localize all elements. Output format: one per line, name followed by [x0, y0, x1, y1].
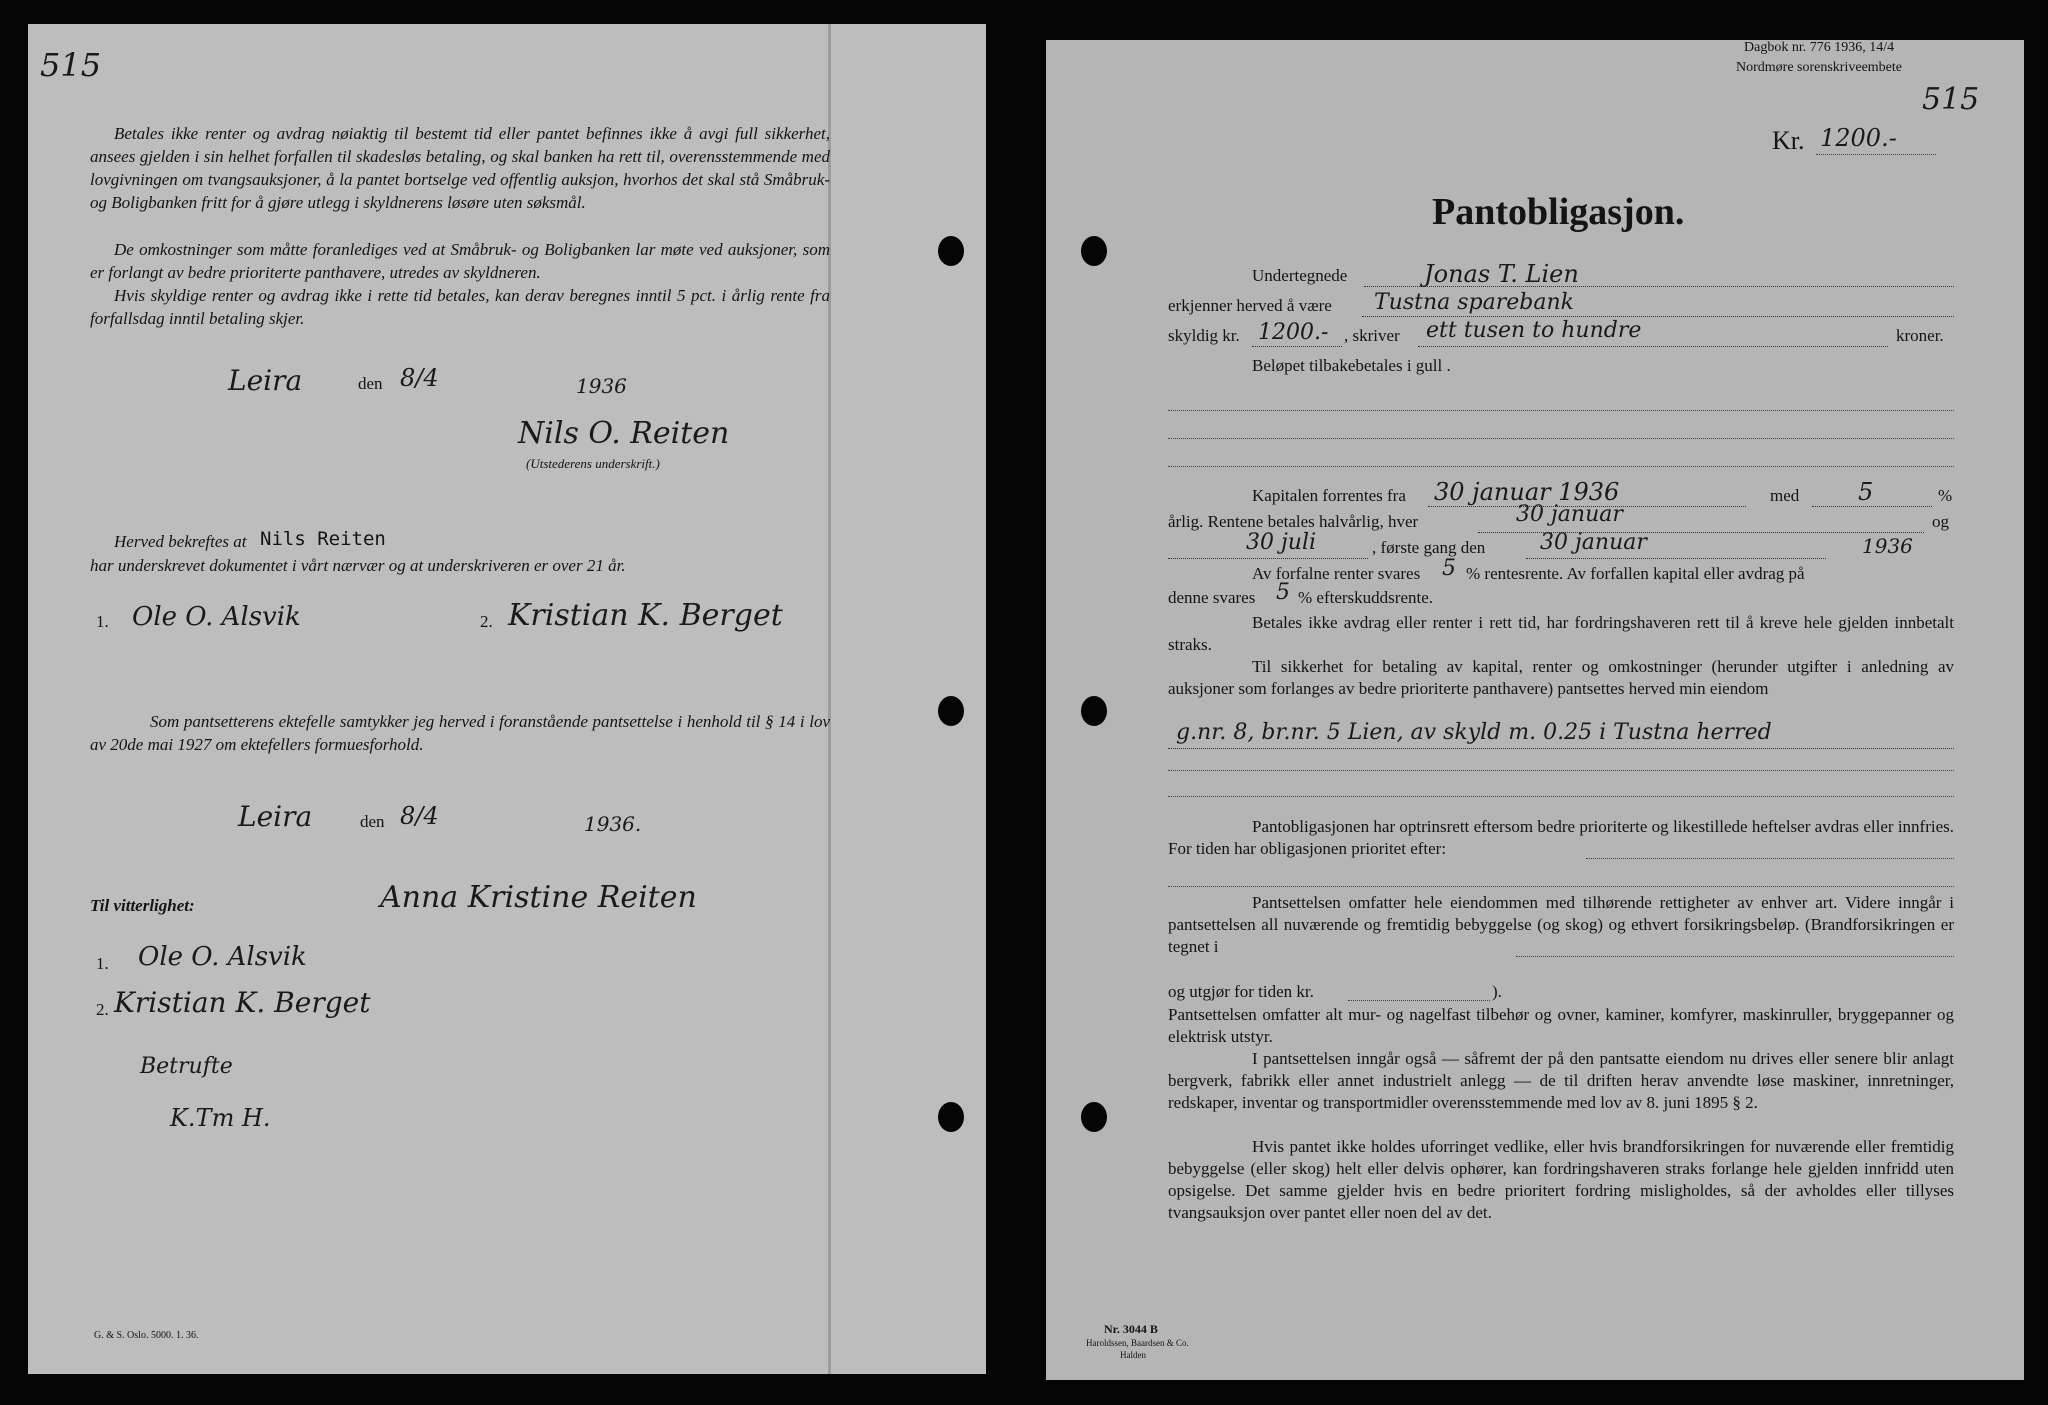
date-field-2: 8/4: [400, 802, 439, 830]
year-field-2: 1936.: [584, 812, 642, 836]
punch-hole: [938, 696, 964, 726]
blank-line: [1168, 410, 1954, 411]
vitterlighet-1-number: 1.: [96, 954, 109, 973]
erkjenner-value: Tustna sparebank: [1374, 290, 1574, 315]
place-field-2: Leira: [238, 800, 313, 833]
forfalne-text: Av forfalne renter svares: [1252, 564, 1421, 583]
witness-2-number: 2.: [480, 612, 493, 631]
utgjor-label: og utgjør for tiden kr.: [1168, 982, 1314, 1001]
forste-value: 30 januar: [1540, 530, 1647, 555]
forste-label: , første gang den: [1372, 538, 1486, 557]
paragraph-prioritet: Pantobligasjonen har optrinsrett eftersom bedre prioriterte og likestillede heftelser avdras eller innfries. For tiden har obligasjonen prioritet efter:: [1168, 817, 1954, 858]
denne-text-2: % efterskuddsrente.: [1298, 588, 1434, 607]
gull-line: Beløpet tilbakebetales i gull .: [1252, 356, 1451, 375]
property-value: g.nr. 8, br.nr. 5 Lien, av skyld m. 0.25 i Tustna herred: [1176, 720, 1772, 745]
attest-suffix: har underskrevet dokumentet i vårt nærvær og at underskriveren er over 21 år.: [90, 556, 626, 575]
vitterlighet-2-number: 2.: [96, 1000, 109, 1019]
skyldig-value: 1200.-: [1258, 320, 1329, 345]
arlig-label: årlig. Rentene betales halvårlig, hver: [1168, 512, 1419, 531]
form-number: Nr. 3044 B: [1104, 1322, 1158, 1336]
kroner-label: kroner.: [1896, 326, 1944, 345]
registry-stamp-line-1: Dagbok nr. 776 1936, 14/4: [1744, 40, 1895, 55]
forfalne-rate: 5: [1442, 556, 1456, 581]
attest-prefix: Herved bekreftes at: [114, 532, 247, 551]
paragraph-betales: Betales ikke avdrag eller renter i rett tid, har fordringshaveren rett til å kreve hele gjelden innbetalt straks.: [1168, 613, 1954, 654]
juli-value: 30 juli: [1246, 530, 1317, 555]
denne-text: denne svares: [1168, 588, 1256, 607]
blank-line: [1168, 770, 1954, 771]
prioritet-line: [1586, 858, 1954, 859]
paragraph-interest: Hvis skyldige renter og avdrag ikke i rette tid betales, kan derav beregnes inntil 5 pct. i årlig rente fra forfallsdag inntil betaling skjer.: [90, 286, 830, 328]
left-page: [28, 24, 986, 1374]
denne-rate: 5: [1276, 580, 1290, 605]
year-field: 1936: [576, 374, 627, 398]
blank-line: [1168, 466, 1954, 467]
den-label-2: den: [360, 812, 385, 831]
publisher-line-2: Halden: [1120, 1350, 1146, 1360]
witness-1-signature: Ole O. Alsvik: [132, 602, 301, 632]
arlig-value: 30 januar: [1516, 502, 1623, 527]
erkjenner-label: erkjenner herved å være: [1168, 296, 1332, 315]
spouse-consent: Som pantsetterens ektefelle samtykker jeg herved i foranstående pantsettelse i henhold til § 14 i lov av 20de mai 1927 om ektefellers formuesforhold.: [90, 712, 830, 754]
amount-label: Kr.: [1772, 126, 1805, 155]
med-label: med: [1770, 486, 1800, 505]
right-page: [1046, 40, 2024, 1380]
page-number: 515: [40, 46, 102, 84]
punch-hole: [1081, 1102, 1107, 1132]
blank-line: [1168, 438, 1954, 439]
paragraph-costs: De omkostninger som måtte foranlediges ved at Småbruk- og Boligbanken lar møte ved auksjoner, som er forlangt av bedre prioriterte panthavere, utredes av skyldneren.: [90, 240, 830, 282]
undertegnede-value: Jonas T. Lien: [1424, 260, 1579, 288]
fold-line: [828, 24, 831, 1374]
punch-hole: [1081, 696, 1107, 726]
punch-hole: [938, 1102, 964, 1132]
vitterlighet-2-signature: Kristian K. Berget: [114, 986, 371, 1019]
og-label: og: [1932, 512, 1949, 531]
skyldig-label: skyldig kr.: [1168, 326, 1240, 345]
utgjor-end: ).: [1492, 982, 1502, 1001]
vitterlighet-1-signature: Ole O. Alsvik: [138, 942, 307, 972]
registry-stamp-line-2: Nordmøre sorenskriveembete: [1736, 60, 1902, 75]
blank-line: [1168, 886, 1954, 887]
document-title: Pantobligasjon.: [1432, 191, 1685, 233]
skriver-value: ett tusen to hundre: [1426, 318, 1642, 343]
percent-sign: %: [1938, 486, 1953, 505]
kapitalen-label: Kapitalen forrentes fra: [1252, 486, 1406, 505]
note-betrufte: Betrufte: [140, 1054, 233, 1079]
publisher-line-1: Haroldssen, Baardsen & Co.: [1086, 1338, 1189, 1348]
skriver-label: , skriver: [1344, 326, 1400, 345]
punch-hole: [938, 236, 964, 266]
spouse-signature: Anna Kristine Reiten: [380, 880, 697, 915]
den-label: den: [358, 374, 383, 393]
issuer-caption: (Utstederens underskrift.): [526, 456, 660, 471]
forste-year: 1936: [1862, 534, 1913, 558]
forsikring-line: [1516, 956, 1954, 957]
date-field: 8/4: [400, 364, 439, 392]
paragraph-vedlike: Hvis pantet ikke holdes uforringet vedlike, eller hvis brandforsikringen for nuværende eller fremtidig bebyggelse (eller skog) helt eller delvis ophører, kan fordringshaveren straks forlange hele gjelden innfridd uten opsigelse. Det samme gjelder hvis en bedre prioritert fordring misligholdes, så der avholdes eller tillyses tvangsauksjon over pantet eller noen del av det.: [1168, 1137, 1954, 1222]
rate-value: 5: [1858, 478, 1874, 506]
punch-hole: [1081, 236, 1107, 266]
blank-line: [1168, 796, 1954, 797]
witness-1-number: 1.: [96, 612, 109, 631]
paragraph-sikkerhet: Til sikkerhet for betaling av kapital, renter og omkostninger (herunder utgifter i anledning av auksjoner som forlanges av bedre prioriterte panthavere) pantsettes herved min eiendom: [1168, 657, 1954, 698]
paragraph-bergverk: I pantsettelsen inngår også — såfremt der på den pantsatte eiendom nu drives eller senere blir anlagt bergverk, fabrikk eller annet industrielt anlegg — de til driften herav anvendte løse maskiner, innretninger, redskaper, inventar og transportmidler overensstemmende med lov av 8. juni 1895 § 2.: [1168, 1049, 1954, 1112]
paragraph-mur: Pantsettelsen omfatter alt mur- og nagelfast tilbehør og ovner, kaminer, komfyrer, maskinruller, bryggepanner og elektrisk utstyr.: [1168, 1005, 1954, 1046]
issuer-signature: Nils O. Reiten: [518, 416, 730, 451]
kapitalen-value: 30 januar 1936: [1434, 478, 1620, 506]
utgjor-line: [1348, 1000, 1490, 1001]
amount-value: 1200.-: [1820, 124, 1897, 152]
paragraph-omfatter: Pantsettelsen omfatter hele eiendommen med tilhørende rettigheter av enhver art. Videre inngår i pantsettelsen all nuværende og fremtidig bebyggelse (og skog) og ethvert forsikringsbeløp. (Brandforsikringen er tegnet i: [1168, 893, 1954, 956]
undertegnede-label: Undertegnede: [1252, 266, 1348, 285]
vitterlighet-label: Til vitterlighet:: [90, 896, 195, 915]
paragraph-default: Betales ikke renter og avdrag nøiaktig til bestemt tid eller pantet befinnes ikke å avgi full sikkerhet, ansees gjelden i sin helhet forfallen til skadesløs betaling, og skal banken ha rett til, overensstemmende med lovgivningen om tvangsauksjoner, å la pantet bortselge ved offentlig auksjon, hvorhos det skal stå Småbruk- og Boligbanken fritt for å gjøre utlegg i skyldnerens løsøre uten søksmål.: [90, 124, 830, 212]
forfalne-text-2: % rentesrente. Av forfallen kapital eller avdrag på: [1466, 564, 1805, 583]
amount-dotted-line: [1816, 154, 1936, 155]
note-initials: K.Tm H.: [170, 1104, 271, 1132]
page-number-right: 515: [1922, 82, 1980, 117]
printer-imprint: G. & S. Oslo. 5000. 1. 36.: [94, 1330, 199, 1341]
witness-2-signature: Kristian K. Berget: [508, 598, 783, 633]
place-field: Leira: [228, 364, 303, 397]
attest-name: Nils Reiten: [260, 528, 386, 550]
